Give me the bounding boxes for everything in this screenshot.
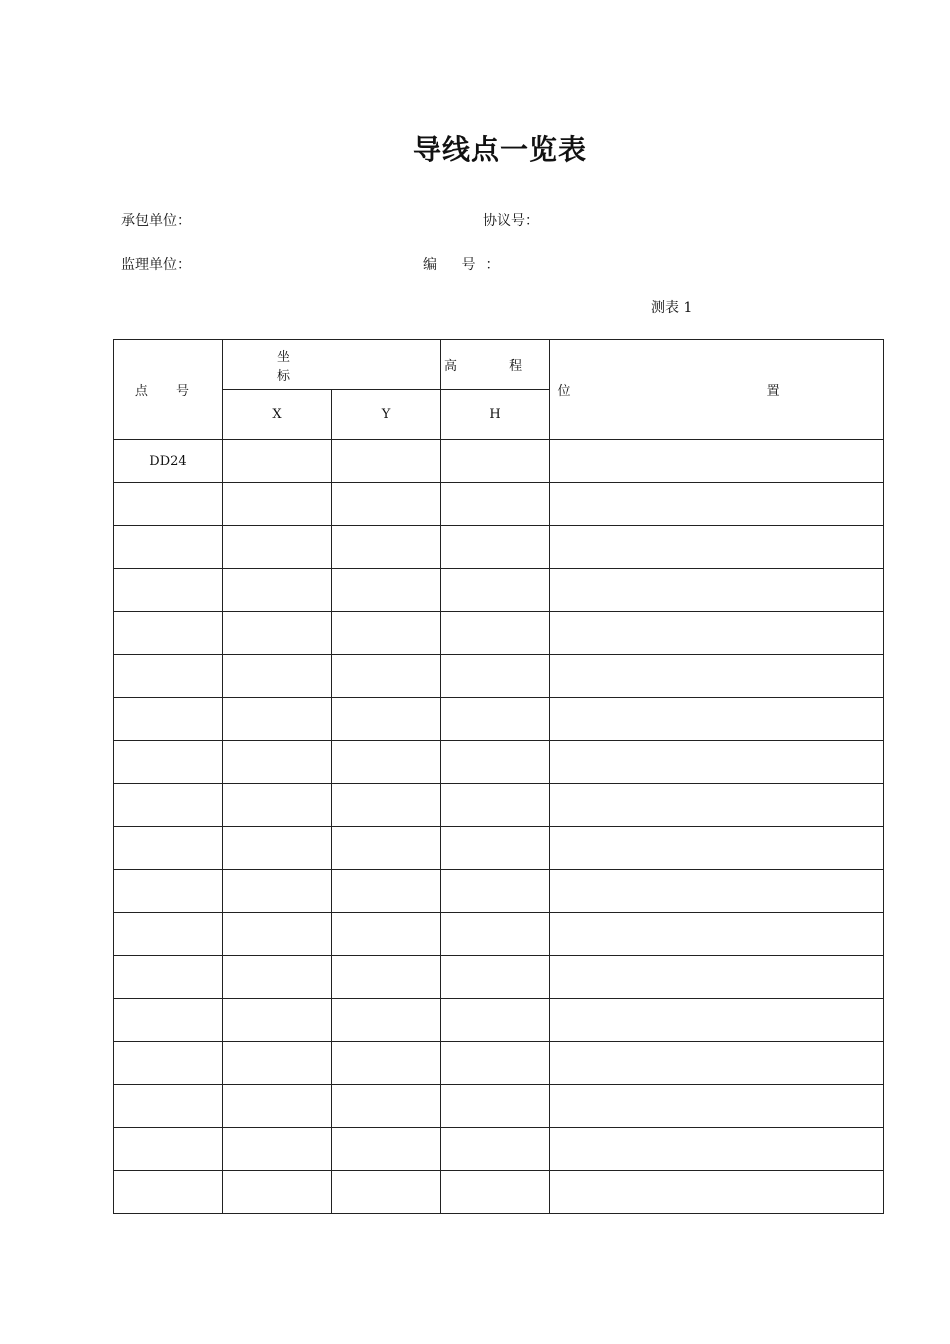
- y-cell: [332, 1171, 441, 1214]
- position-cell: [550, 655, 884, 698]
- position-cell: [550, 1128, 884, 1171]
- table-row: [114, 440, 884, 483]
- table-row: [114, 526, 884, 569]
- x-cell: [223, 698, 332, 741]
- x-cell: [223, 1042, 332, 1085]
- survey-point-table: [113, 339, 884, 1214]
- x-cell: [223, 612, 332, 655]
- agreement-number-label: 协议号：: [483, 213, 539, 229]
- point-cell: [114, 999, 223, 1042]
- point-cell: [114, 784, 223, 827]
- position-cell: [550, 526, 884, 569]
- h-cell: [441, 569, 550, 612]
- table-row: [114, 956, 884, 999]
- y-cell: [332, 612, 441, 655]
- table-row: [114, 698, 884, 741]
- h-cell: [441, 999, 550, 1042]
- point-cell: [114, 483, 223, 526]
- y-cell: [332, 655, 441, 698]
- table-row: [114, 1085, 884, 1128]
- x-cell: [223, 526, 332, 569]
- point-cell: [114, 956, 223, 999]
- header-row-1: [114, 340, 884, 390]
- header-coordinate: 坐 标: [223, 340, 441, 390]
- point-cell: [114, 913, 223, 956]
- h-cell: [441, 1171, 550, 1214]
- position-cell: [550, 440, 884, 483]
- y-cell: [332, 784, 441, 827]
- table-row: [114, 741, 884, 784]
- point-cell: [114, 612, 223, 655]
- h-cell: [441, 698, 550, 741]
- x-cell: [223, 870, 332, 913]
- h-cell: [441, 526, 550, 569]
- serial-number-label: 编 号：: [423, 257, 510, 273]
- form-code: 测表 1: [651, 300, 693, 316]
- position-cell: [550, 784, 884, 827]
- y-cell: [332, 870, 441, 913]
- x-cell: [223, 913, 332, 956]
- x-cell: [223, 655, 332, 698]
- table-row: [114, 569, 884, 612]
- position-cell: [550, 827, 884, 870]
- y-cell: [332, 827, 441, 870]
- position-cell: [550, 698, 884, 741]
- point-cell: [114, 526, 223, 569]
- document-title: 导线点一览表: [412, 133, 587, 166]
- table-row: [114, 784, 884, 827]
- y-cell: [332, 999, 441, 1042]
- x-cell: [223, 569, 332, 612]
- h-cell: [441, 440, 550, 483]
- x-cell: [223, 741, 332, 784]
- header-point-number: 点 号: [114, 340, 223, 440]
- table-row: [114, 999, 884, 1042]
- y-cell: [332, 440, 441, 483]
- point-cell: [114, 1042, 223, 1085]
- table-row: [114, 827, 884, 870]
- h-cell: [441, 741, 550, 784]
- y-cell: [332, 1128, 441, 1171]
- position-cell: [550, 569, 884, 612]
- h-cell: [441, 1085, 550, 1128]
- y-cell: [332, 569, 441, 612]
- point-cell: [114, 741, 223, 784]
- y-cell: [332, 741, 441, 784]
- x-cell: [223, 956, 332, 999]
- x-cell: [223, 784, 332, 827]
- table-row: [114, 1042, 884, 1085]
- point-cell: [114, 1085, 223, 1128]
- position-cell: [550, 1085, 884, 1128]
- y-cell: [332, 483, 441, 526]
- h-cell: [441, 655, 550, 698]
- y-cell: [332, 1085, 441, 1128]
- y-cell: [332, 1042, 441, 1085]
- table-row: [114, 1128, 884, 1171]
- h-cell: [441, 1042, 550, 1085]
- table-row: [114, 655, 884, 698]
- x-cell: [223, 483, 332, 526]
- h-cell: [441, 784, 550, 827]
- point-cell: [114, 827, 223, 870]
- point-cell: [114, 1128, 223, 1171]
- header-h: H: [441, 390, 550, 440]
- h-cell: [441, 913, 550, 956]
- x-cell: [223, 999, 332, 1042]
- point-cell: [114, 1171, 223, 1214]
- h-cell: [441, 827, 550, 870]
- point-cell: [114, 870, 223, 913]
- h-cell: [441, 1128, 550, 1171]
- supervisor-label: 监理单位：: [121, 257, 191, 273]
- y-cell: [332, 526, 441, 569]
- h-cell: [441, 483, 550, 526]
- point-cell: DD24: [114, 440, 223, 483]
- contractor-label: 承包单位：: [121, 213, 191, 229]
- point-cell: [114, 655, 223, 698]
- x-cell: [223, 440, 332, 483]
- table-row: [114, 483, 884, 526]
- x-cell: [223, 1128, 332, 1171]
- position-cell: [550, 913, 884, 956]
- position-cell: [550, 956, 884, 999]
- header-y: Y: [332, 390, 441, 440]
- table-row: [114, 612, 884, 655]
- h-cell: [441, 870, 550, 913]
- position-cell: [550, 483, 884, 526]
- x-cell: [223, 1171, 332, 1214]
- position-cell: [550, 612, 884, 655]
- header-x: X: [223, 390, 332, 440]
- table-row: [114, 1171, 884, 1214]
- position-cell: [550, 1171, 884, 1214]
- position-cell: [550, 1042, 884, 1085]
- position-cell: [550, 999, 884, 1042]
- position-cell: [550, 741, 884, 784]
- h-cell: [441, 956, 550, 999]
- x-cell: [223, 827, 332, 870]
- position-cell: [550, 870, 884, 913]
- point-cell: [114, 698, 223, 741]
- point-cell: [114, 569, 223, 612]
- y-cell: [332, 698, 441, 741]
- header-position: 位 置: [550, 340, 884, 440]
- table-row: [114, 913, 884, 956]
- header-elevation: 高 程: [441, 340, 550, 390]
- y-cell: [332, 956, 441, 999]
- x-cell: [223, 1085, 332, 1128]
- h-cell: [441, 612, 550, 655]
- y-cell: [332, 913, 441, 956]
- table-row: [114, 870, 884, 913]
